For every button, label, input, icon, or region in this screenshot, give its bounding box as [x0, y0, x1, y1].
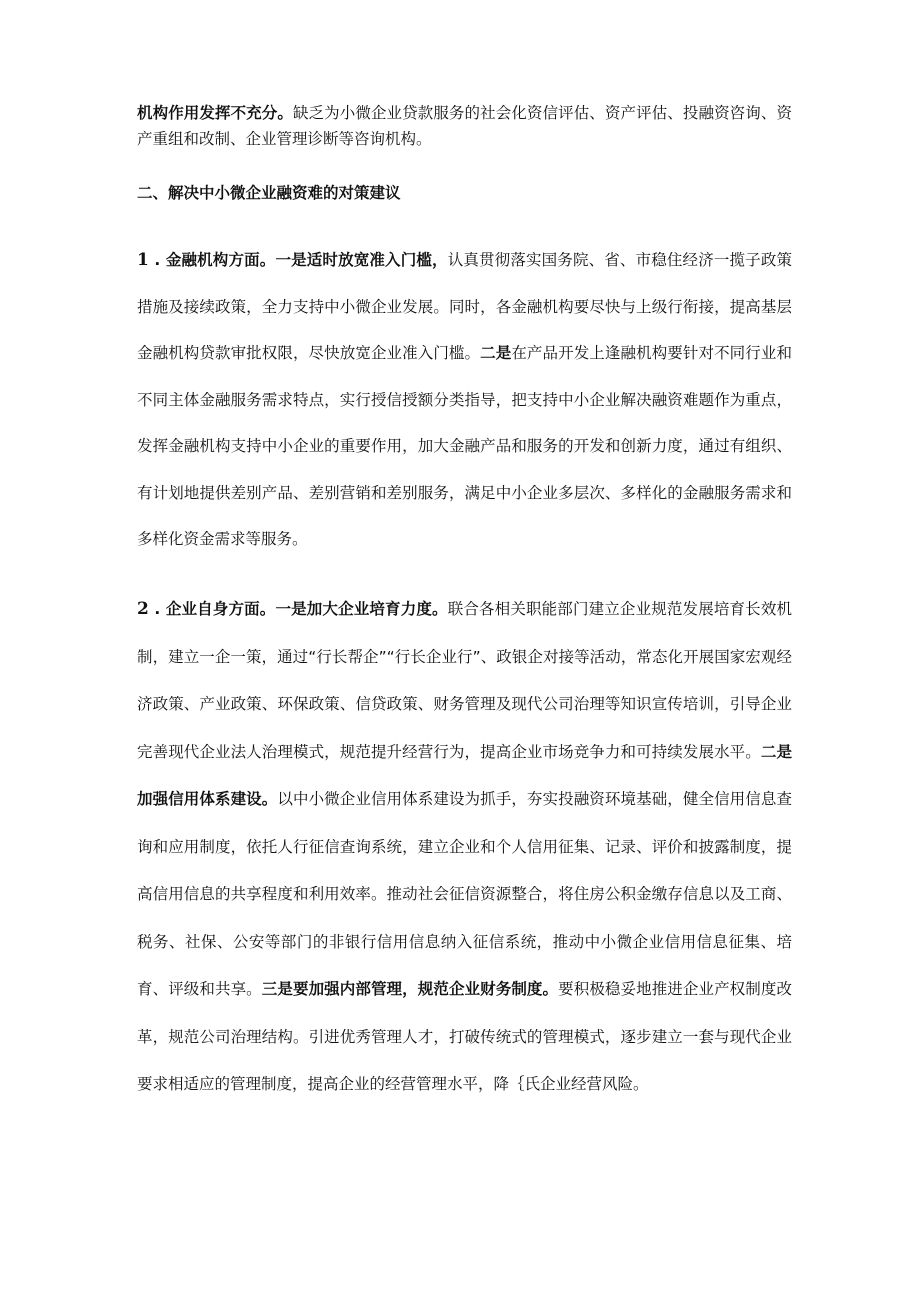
- item-title: . 企业自身方面。一是加大企业培育力度。: [148, 600, 448, 618]
- paragraph-text: 联合各相关职能部门建立企业规范发展培育长效机制，建立一企一策，通过“行长帮企”“行长企业行”、政银企对接等活动，常态化开展国家宏观经济政策、产业政策、环保政策、信贷政策、财务管理及现代公司治理等知识宣传培训，引导企业完善现代企业法人治理模式，规范提升经营行为，提高企业市场竞争力和可持续发展水平。: [137, 600, 792, 761]
- paragraph-text: 要积极稳妥地推进企业产权制度改革，规范公司治理结构。引进优秀管理人才，打破传统式的管理模式，逐步建立一套与现代企业要求相适应的管理制度，提高企业的经营管理水平，降｛氏企业经营风险。: [137, 980, 792, 1093]
- paragraph-text: 以中小微企业信用体系建设为抓手，夯实投融资环境基础，健全信用信息查询和应用制度，依托人行征信查询系统，建立企业和个人信用征集、记录、评价和披露制度，提高信用信息的共享程度和利用效率。推动社会征信资源整合，将住房公积金缴存信息以及工商、税务、社保、公安等部门的非银行信用信息纳入征信系统，推动中小微企业信用信息征集、培育、评级和共享。: [137, 790, 792, 998]
- bold-lead: 机构作用发挥不充分。: [137, 104, 293, 122]
- paragraph-financial-institutions: [137, 237, 792, 563]
- paragraph-enterprise-self: [137, 586, 792, 1109]
- item-title: . 金融机构方面。一是适时放宽准入门槛，: [148, 251, 448, 269]
- bold-point: 二是: [480, 344, 512, 362]
- bold-point: 二是加强信用体系建设。: [137, 742, 792, 808]
- paragraph-text: 在产品开发上逢融机构要针对不同行业和不同主体金融服务需求特点，实行授信授额分类指导，把支持中小企业解决融资难题作为重点，发挥金融机构支持中小企业的重要作用，加大金融产品和服务的开发和创新力度，通过有组织、有计划地提供差别产品、差别营销和差别服务，满足中小企业多层次、多样化的金融服务需求和多样化资金需求等服务。: [137, 344, 792, 548]
- item-number: 2: [137, 599, 149, 619]
- paragraph-text: 缺乏为小微企业贷款服务的社会化资信评估、资产评估、投融资咨询、资产重组和改制、企业管理诊断等咨询机构。: [137, 104, 792, 148]
- paragraph-institutions-gap: [137, 100, 792, 152]
- item-number: 1: [137, 250, 149, 270]
- bold-point: 三是要加强内部管理，规范企业财务制度。: [261, 980, 559, 998]
- section-heading: 二、解决中小微企业融资难的对策建议: [137, 184, 401, 202]
- paragraph-text: 认真贯彻落实国务院、省、市稳住经济一揽子政策措施及接续政策，全力支持中小微企业发展。同时，各金融机构要尽快与上级行衔接，提高基层金融机构贷款审批权限，尽快放宽企业准入门槛。: [137, 251, 792, 362]
